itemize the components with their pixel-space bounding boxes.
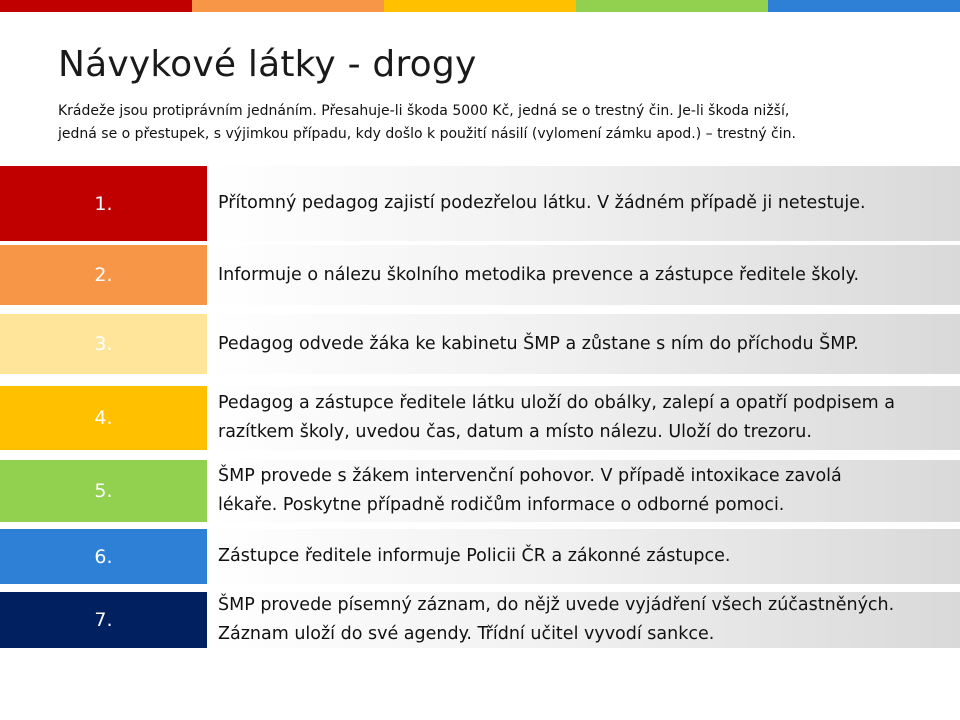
step-number-3: 3. xyxy=(0,314,207,374)
top-color-bar xyxy=(0,0,960,12)
step-row-4 xyxy=(0,386,960,450)
step-text-5-content: ŠMP provede s žákem intervenční pohovor. V případě intoxikace zavolá lékaře. Poskytne případně rodičům informace o odborné pomoci. xyxy=(218,466,842,515)
step-row-1 xyxy=(0,166,960,241)
step-text-6 xyxy=(207,529,960,584)
subtitle-line-2: jedná se o přestupek, s výjimkou případu, kdy došlo k použití násilí (vylomení zámku apod.) – trestný čin. xyxy=(58,126,796,142)
step-number-4: 4. xyxy=(0,386,207,450)
step-number-2: 2. xyxy=(0,245,207,305)
top-bar-segment-yellow xyxy=(384,0,576,12)
slide-title: Návykové látky - drogy xyxy=(58,44,477,85)
step-row-5 xyxy=(0,460,960,522)
step-number-1: 1. xyxy=(0,166,207,241)
step-text-6-content: Zástupce ředitele informuje Policii ČR a zákonné zástupce. xyxy=(218,546,731,566)
step-text-5 xyxy=(207,460,960,522)
step-row-2 xyxy=(0,245,960,305)
step-text-4-content: Pedagog a zástupce ředitele látku uloží do obálky, zalepí a opatří podpisem a razítkem školy, uvedou čas, datum a místo nálezu. Uloží do trezoru. xyxy=(218,393,895,442)
step-row-3 xyxy=(0,314,960,374)
step-row-6 xyxy=(0,529,960,584)
step-text-2 xyxy=(207,245,960,305)
step-text-2-content: Informuje o nálezu školního metodika prevence a zástupce ředitele školy. xyxy=(218,264,860,285)
slide-subtitle xyxy=(58,100,908,146)
step-row-7 xyxy=(0,592,960,648)
step-number-5: 5. xyxy=(0,460,207,522)
top-bar-segment-green xyxy=(576,0,768,12)
step-text-4 xyxy=(207,386,960,450)
step-text-7 xyxy=(207,592,960,648)
step-text-3 xyxy=(207,314,960,374)
step-text-3-content: Pedagog odvede žáka ke kabinetu ŠMP a zůstane s ním do příchodu ŠMP. xyxy=(218,333,859,354)
step-text-7-content: ŠMP provede písemný záznam, do nějž uvede vyjádření všech zúčastněných. Záznam uloží do své agendy. Třídní učitel vyvodí sankce. xyxy=(218,595,895,644)
top-bar-segment-red xyxy=(0,0,192,12)
step-text-1-content: Přítomný pedagog zajistí podezřelou látku. V žádném případě ji netestuje. xyxy=(218,193,866,213)
step-number-6: 6. xyxy=(0,529,207,584)
step-text-1 xyxy=(207,166,960,241)
step-number-7: 7. xyxy=(0,592,207,648)
subtitle-line-1: Krádeže jsou protiprávním jednáním. Přesahuje-li škoda 5000 Kč, jedná se o trestný čin. Je-li škoda nižší, xyxy=(58,103,790,119)
top-bar-segment-orange xyxy=(192,0,384,12)
top-bar-segment-blue xyxy=(768,0,960,12)
